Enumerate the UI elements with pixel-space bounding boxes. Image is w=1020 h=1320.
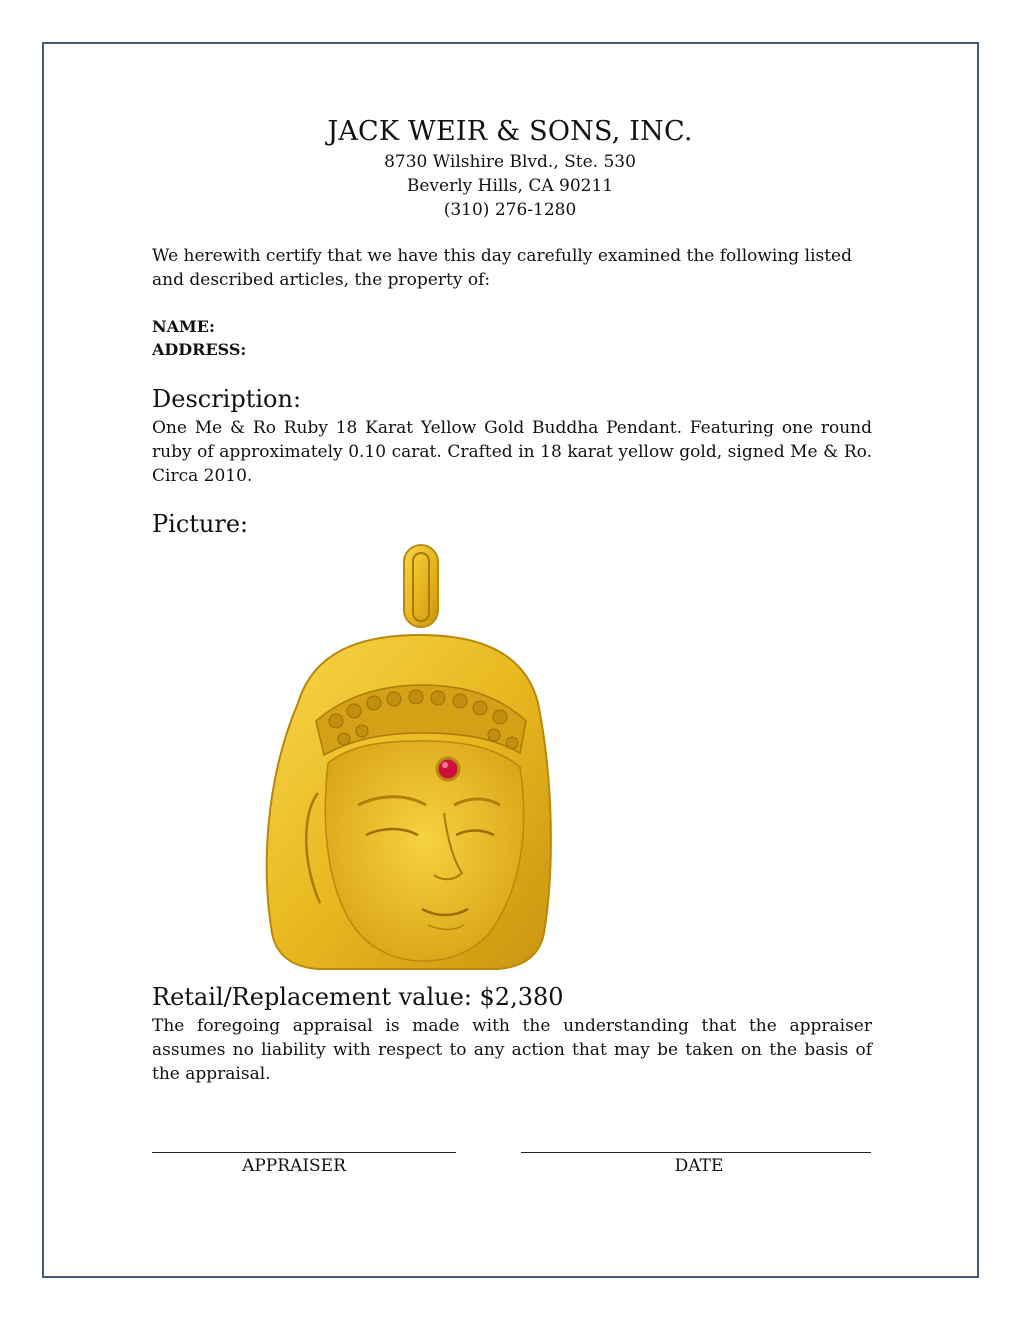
appraiser-label: APPRAISER (242, 1156, 346, 1176)
appraiser-signature-line (152, 1152, 456, 1153)
picture-heading: Picture: (152, 510, 249, 538)
owner-name-label: NAME: (152, 317, 215, 336)
certification-text: We herewith certify that we have this day carefully examined the following listed and described articles, the property of: (152, 246, 852, 290)
company-phone: (310) 276-1280 (443, 200, 577, 220)
date-label: DATE (674, 1156, 724, 1176)
buddha-pendant-image (258, 543, 558, 973)
description-text: One Me & Ro Ruby 18 Karat Yellow Gold Buddha Pendant. Featuring one round ruby of approximately 0.10 carat. Crafted in 18 karat yellow gold, signed Me & Ro. Circa 2010. (152, 418, 872, 486)
company-address-line1: 8730 Wilshire Blvd., Ste. 530 (384, 152, 636, 172)
owner-address-label: ADDRESS: (152, 340, 247, 359)
pendant-bail (404, 545, 438, 627)
retail-value-heading: Retail/Replacement value: $2,380 (152, 983, 564, 1011)
appraisal-disclaimer: The foregoing appraisal is made with the understanding that the appraiser assumes no liability with respect to any action that may be taken on the basis of the appraisal. (152, 1016, 872, 1084)
ruby-stone (437, 758, 459, 780)
description-heading: Description: (152, 385, 302, 413)
company-address-line2: Beverly Hills, CA 90211 (406, 176, 614, 196)
company-name: JACK WEIR & SONS, INC. (327, 116, 693, 147)
date-signature-line (521, 1152, 871, 1153)
